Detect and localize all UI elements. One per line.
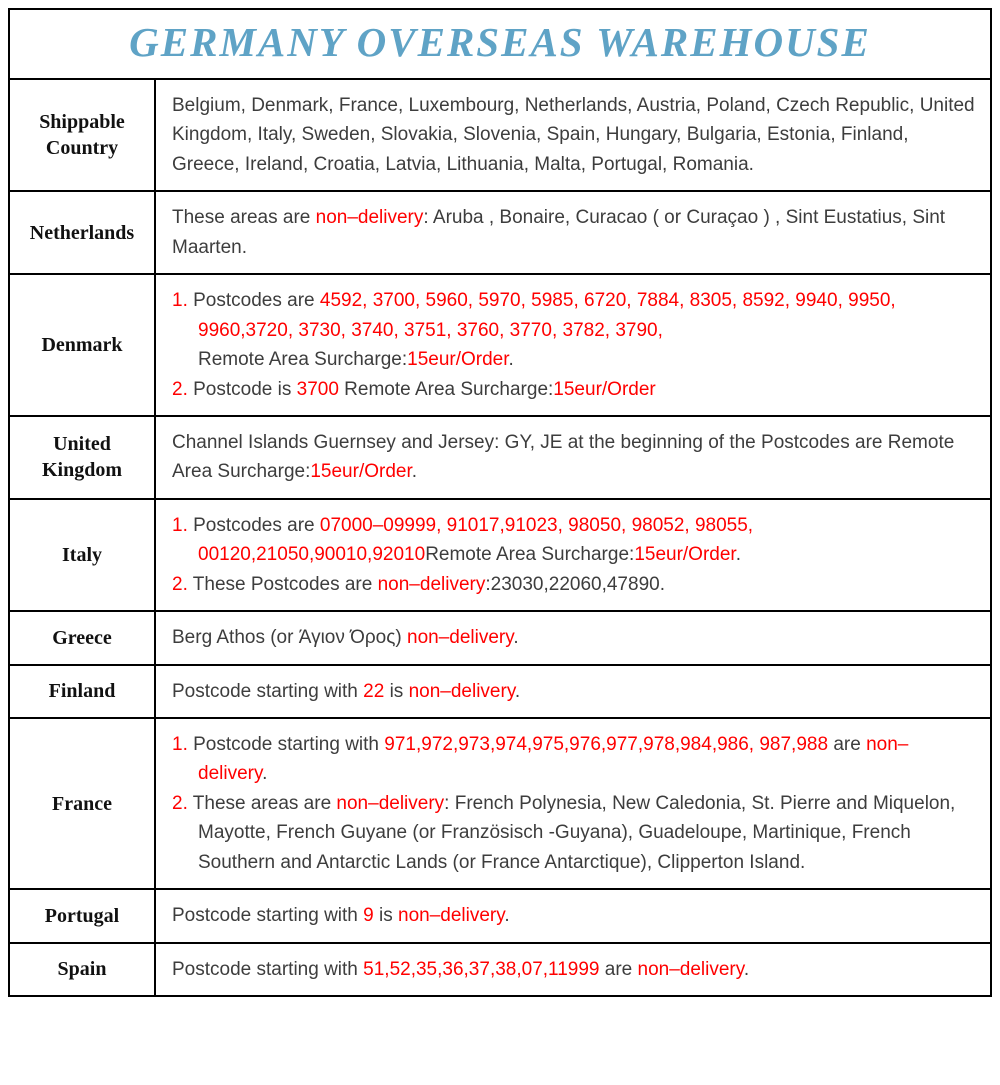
row-content-shippable-country: Belgium, Denmark, France, Luxembourg, Netherlands, Austria, Poland, Czech Republic, United Kingdom, Italy, Sweden, Slovakia, Slovenia, Spain, Hungary, Bulgaria, Estonia, Finland, Greece, Ireland, Croatia, Latvia, Lithuania, Malta, Portugal, Romania. [172, 95, 975, 175]
row-content-italy: 1. Postcodes are 07000–09999, 91017,91023, 98050, 98052, 98055, 00120,21050,90010,92010Remote Area Surcharge:15eur/Order. 2. These Postcodes are non–delivery:23030,22060,47890. [172, 514, 754, 595]
row-content-portugal: Postcode starting with 9 is non–delivery. [172, 905, 510, 927]
table-row [10, 944, 990, 995]
row-label-italy: Italy [10, 500, 156, 610]
row-content-united-kingdom: Channel Islands Guernsey and Jersey: GY, JE at the beginning of the Postcodes are Remote Area Surcharge:15eur/Order. [172, 431, 955, 483]
page-title: GERMANY OVERSEAS WAREHOUSE [129, 19, 871, 65]
table-title-row [10, 10, 990, 80]
row-label-netherlands: Netherlands [10, 192, 156, 273]
row-content-france: 1. Postcode starting with 971,972,973,974,975,976,977,978,984,986, 987,988 are non–delivery. 2. These areas are non–delivery: French Polynesia, New Caledonia, St. Pierre and Miquelon, Mayotte, French Guyane (or Französisch -Guyana), Guadeloupe, Martinique, French Southern and Antarctic Lands (or France Antarctique), Clipperton Island. [172, 734, 956, 873]
row-label-france: France [10, 719, 156, 888]
warehouse-info-table [8, 8, 992, 997]
row-content-denmark: 1. Postcodes are 4592, 3700, 5960, 5970, 5985, 6720, 7884, 8305, 8592, 9940, 9950, 9960,3720, 3730, 3740, 3751, 3760, 3770, 3782, 3790, Remote Area Surcharge:15eur/Order. 2. Postcode is 3700 Remote Area Surcharge:15eur/Order [172, 290, 896, 400]
row-content-finland: Postcode starting with 22 is non–delivery. [172, 680, 521, 702]
table-row [10, 666, 990, 719]
row-label-portugal: Portugal [10, 890, 156, 941]
table-row [10, 719, 990, 890]
row-label-finland: Finland [10, 666, 156, 717]
table-row [10, 275, 990, 417]
row-content-spain: Postcode starting with 51,52,35,36,37,38,07,11999 are non–delivery. [172, 958, 750, 980]
table-row [10, 890, 990, 943]
table-row [10, 417, 990, 500]
table-row [10, 612, 990, 665]
table-row [10, 80, 990, 192]
row-content-netherlands: These areas are non–delivery: Aruba , Bonaire, Curacao ( or Curaçao ) , Sint Eustatius, Sint Maarten. [172, 207, 946, 258]
row-label-shippable-country: Shippable Country [10, 80, 156, 190]
row-label-spain: Spain [10, 944, 156, 995]
row-label-united-kingdom: United Kingdom [10, 417, 156, 498]
row-content-greece: Berg Athos (or Άγιον Όρος) non–delivery. [172, 627, 519, 649]
table-row [10, 500, 990, 612]
row-label-greece: Greece [10, 612, 156, 663]
table-row [10, 192, 990, 275]
row-label-denmark: Denmark [10, 275, 156, 415]
